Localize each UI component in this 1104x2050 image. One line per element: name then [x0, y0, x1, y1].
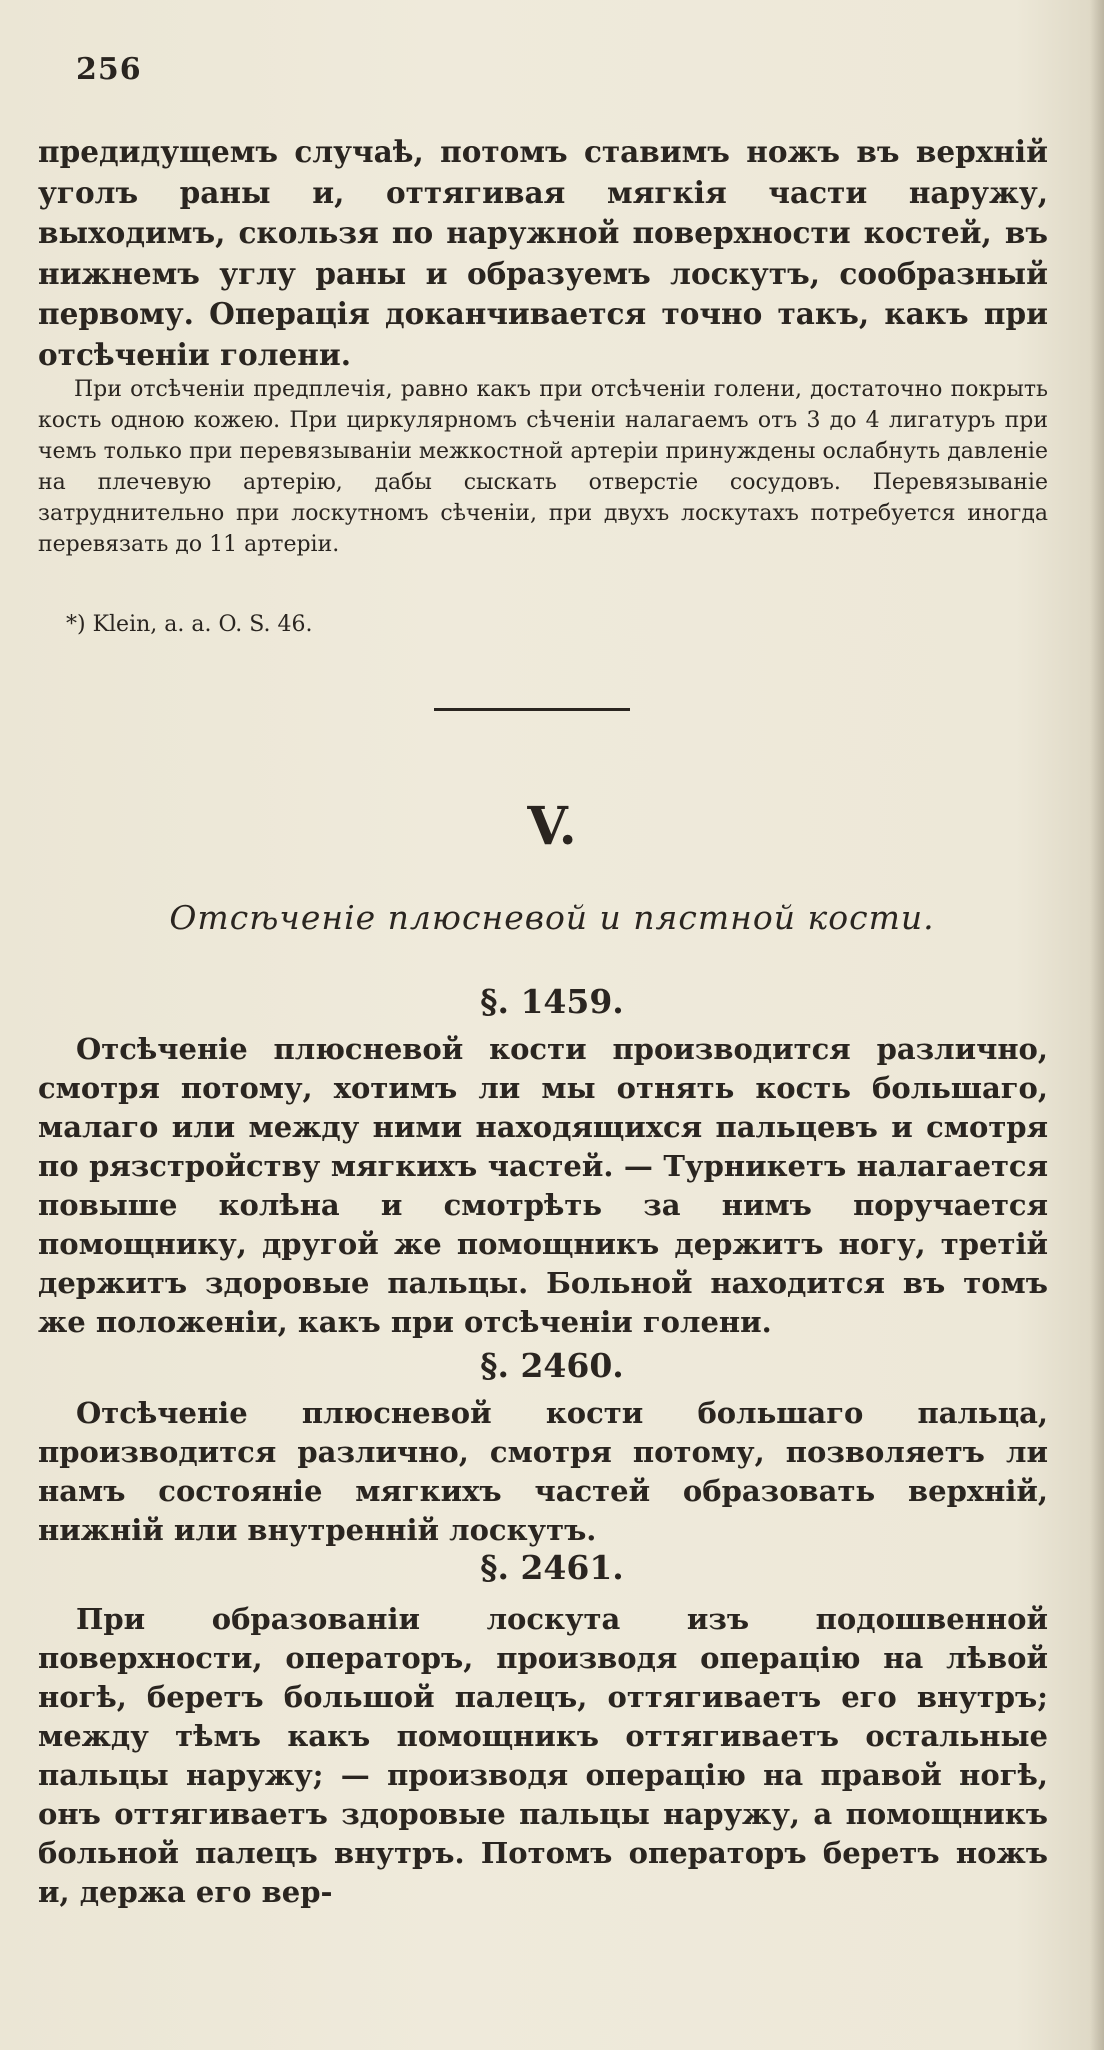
section-paragraph-1459: Отсѣченіе плюсневой кости производится различно, смотря потому, хотимъ ли мы отнять кость большаго, малаго или между ними находящихся пальцевъ и смотря по рязстройству мягкихъ частей. — Турникетъ налагается повыше колѣна и смотрѣть за нимъ поручается помощнику, другой же помощникъ держитъ ногу, третій держитъ здоровые пальцы. Больной находится въ томъ же положеніи, какъ при отсѣченіи голени.	[38, 1032, 1048, 1339]
section-paragraph-2461: При образованіи лоскута изъ подошвенной поверхности, операторъ, производя операцію на лѣвой ногѣ, беретъ большой палецъ, оттягиваетъ его внутръ; между тѣмъ какъ помощникъ оттягиваетъ остальные пальцы наружу; — производя операцію на правой ногѣ, онъ оттягиваетъ здоровые пальцы наружу, а помощникъ больной палецъ внутръ. Потомъ операторъ беретъ ножъ и, держа его вер-	[38, 1602, 1048, 1909]
page-edge-shadow	[1090, 0, 1104, 2050]
page-number: 256	[76, 52, 142, 87]
continued-paragraph: предидущемъ случаѣ, потомъ ставимъ ножъ въ верхній уголъ раны и, оттягивая мягкія части наружу, выходимъ, скользя по наружной поверхности костей, въ нижнемъ углу раны и образуемъ лоскутъ, сообразный первому. Операція доканчивается точно такъ, какъ при отсѣченіи голени.	[38, 134, 1048, 372]
section-divider	[434, 708, 630, 711]
section-numeral: V.	[527, 796, 577, 857]
section-paragraph-2460: Отсѣченіе плюсневой кости большаго пальца, производится различно, смотря потому, позволяетъ ли намъ состояніе мягкихъ частей образовать верхній, нижній или внутренній лоскутъ.	[38, 1396, 1048, 1547]
section-heading-1459: §. 1459.	[480, 982, 624, 1021]
section-heading-2461: §. 2461.	[480, 1548, 624, 1587]
footnote: *) Klein, a. a. O. S. 46.	[66, 612, 313, 637]
section-title: Отсѣченіе плюсневой и пястной кости.	[169, 898, 935, 937]
small-print-paragraph: При отсѣченіи предплечія, равно какъ при отсѣченіи голени, достаточно покрыть кость одною кожею. При циркулярномъ сѣченіи налагаемъ отъ 3 до 4 лигатуръ при чемъ только при перевязываніи межкостной артеріи принуждены ослабнуть давленіе на плечевую артерію, дабы сыскать отверстіе сосудовъ. Перевязываніе затруднительно при лоскутномъ сѣченіи, при двухъ лоскутахъ потребуется иногда перевязать до 11 артеріи.	[38, 377, 1048, 557]
section-heading-2460: §. 2460.	[480, 1346, 624, 1385]
